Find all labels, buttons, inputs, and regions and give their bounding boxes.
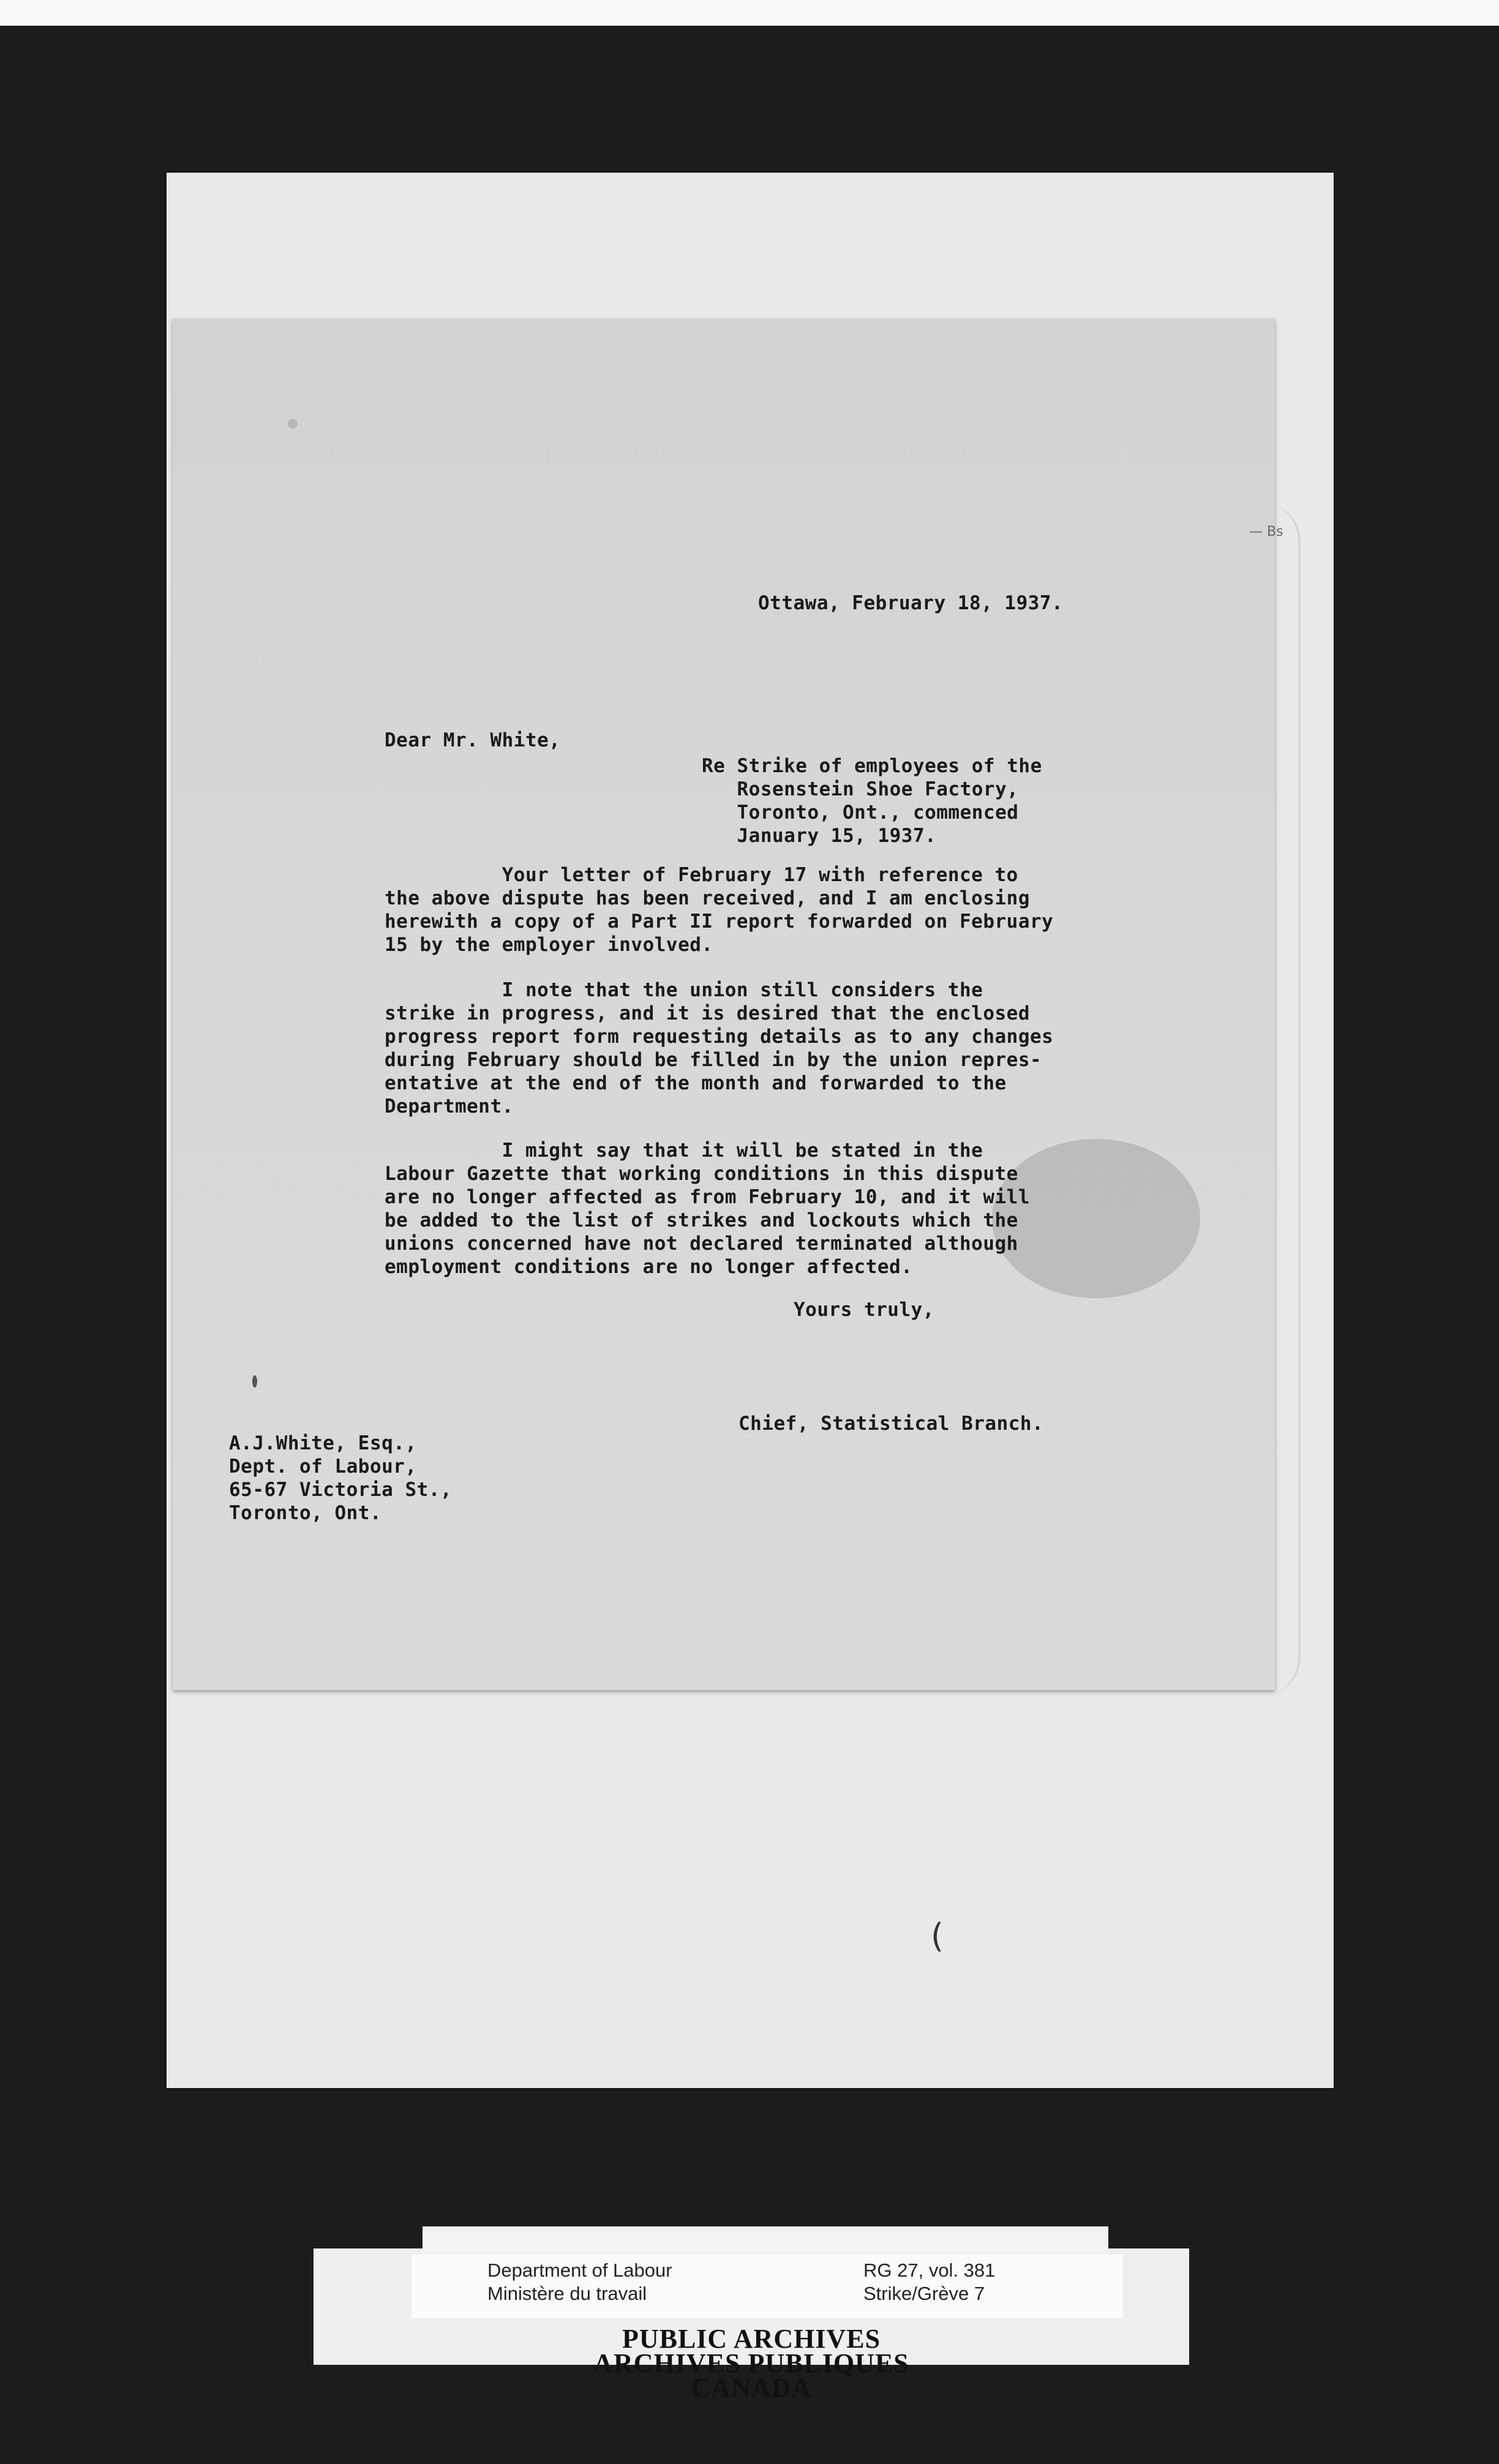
archive-dept-en: Department of Labour bbox=[487, 2259, 672, 2281]
ink-spot bbox=[288, 419, 298, 429]
letter-paragraph-3 bbox=[385, 1139, 1030, 1279]
address-line: A.J.White, Esq., bbox=[229, 1432, 417, 1454]
paragraph-line: herewith a copy of a Part II report forwarded on February bbox=[385, 911, 1054, 933]
stamp-line: ARCHIVES PUBLIQUES bbox=[593, 2348, 909, 2378]
address-line: Toronto, Ont. bbox=[229, 1502, 382, 1524]
top-border bbox=[0, 0, 1499, 26]
paragraph-line: are no longer affected as from February 10, and it will bbox=[385, 1186, 1030, 1208]
stamp-line: CANADA bbox=[691, 2373, 812, 2403]
address-line: 65-67 Victoria St., bbox=[229, 1479, 453, 1501]
archive-file: Strike/Grève 7 bbox=[863, 2283, 985, 2304]
paragraph-line: during February should be filled in by the union repres- bbox=[385, 1049, 1042, 1071]
paragraph-line: be added to the list of strikes and lockouts which the bbox=[385, 1209, 1018, 1231]
paragraph-line: Your letter of February 17 with reference to bbox=[385, 864, 1018, 886]
paragraph-line: Labour Gazette that working conditions in this dispute bbox=[385, 1163, 1018, 1185]
stamp-line: PUBLIC ARCHIVES bbox=[622, 2324, 881, 2354]
archive-stamp bbox=[314, 2324, 1189, 2403]
recipient-address bbox=[229, 1432, 452, 1525]
letter-salutation: Dear Mr. White, bbox=[385, 729, 561, 751]
subject-line: Re Strike of employees of the bbox=[702, 755, 1042, 777]
paragraph-line: the above dispute has been received, and I am enclosing bbox=[385, 887, 1030, 909]
paragraph-line: entative at the end of the month and forwarded to the bbox=[385, 1072, 1007, 1094]
paragraph-line: I note that the union still considers the bbox=[385, 979, 983, 1001]
margin-note: — Bs bbox=[1249, 524, 1283, 539]
letter-dateline: Ottawa, February 18, 1937. bbox=[758, 592, 1064, 614]
paragraph-line: Department. bbox=[385, 1095, 514, 1117]
ink-spot bbox=[252, 1375, 257, 1388]
subject-line: Rosenstein Shoe Factory, bbox=[702, 778, 1019, 800]
paragraph-line: I might say that it will be stated in the bbox=[385, 1140, 983, 1162]
letter-paragraph-1 bbox=[385, 863, 1053, 956]
paragraph-line: progress report form requesting details as to any changes bbox=[385, 1026, 1054, 1048]
subject-line: January 15, 1937. bbox=[702, 825, 937, 847]
paragraph-line: unions concerned have not declared terminated although bbox=[385, 1233, 1018, 1255]
archive-reference: RG 27, vol. 381 bbox=[863, 2259, 996, 2281]
letter-signature: Chief, Statistical Branch. bbox=[738, 1413, 1044, 1435]
subject-line: Toronto, Ont., commenced bbox=[702, 802, 1019, 824]
paragraph-line: strike in progress, and it is desired that the enclosed bbox=[385, 1002, 1030, 1024]
address-line: Dept. of Labour, bbox=[229, 1455, 417, 1478]
page-curl-edge bbox=[1261, 502, 1301, 1696]
paragraph-line: 15 by the employer involved. bbox=[385, 934, 713, 956]
pencil-tick: ( bbox=[931, 1917, 944, 1955]
letter-paragraph-2 bbox=[385, 978, 1053, 1118]
paragraph-line: employment conditions are no longer affected. bbox=[385, 1256, 913, 1278]
letter-subject bbox=[702, 754, 1042, 847]
archive-dept-fr: Ministère du travail bbox=[487, 2283, 647, 2304]
letter-closing: Yours truly, bbox=[794, 1299, 934, 1321]
